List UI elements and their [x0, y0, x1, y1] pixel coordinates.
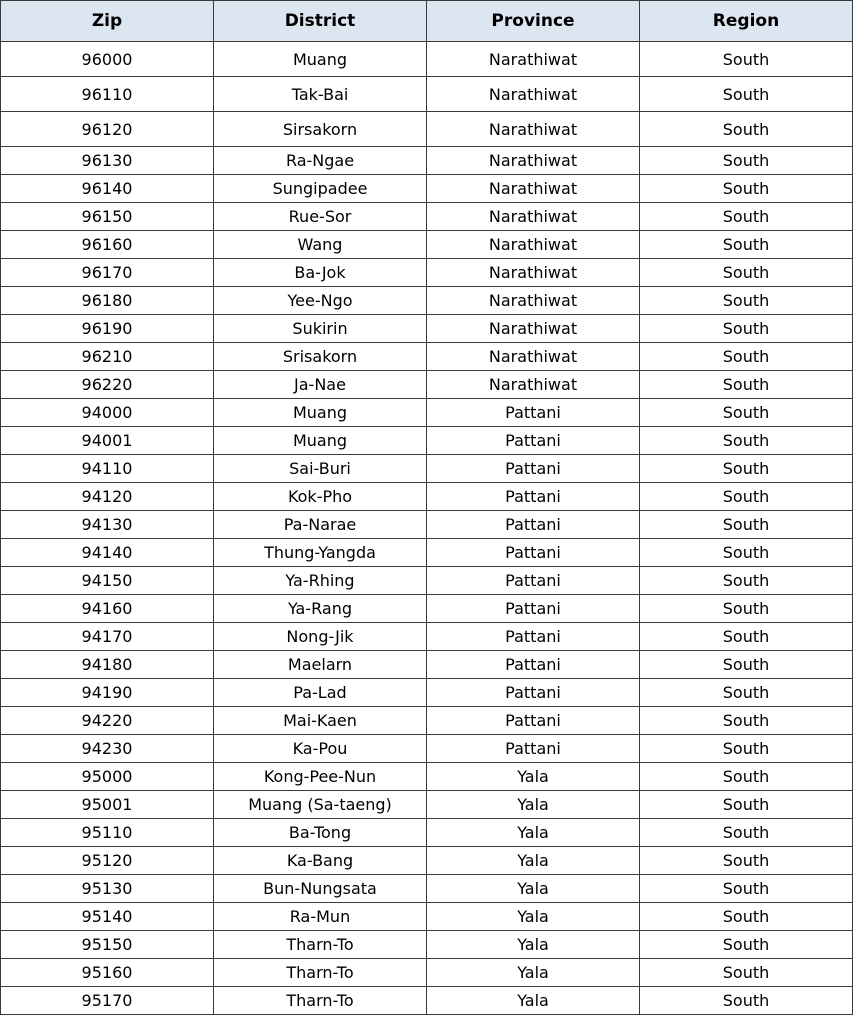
table-row [1, 819, 853, 847]
district-cell: Kong-Pee-Nun [214, 763, 427, 791]
district-cell: Muang (Sa-taeng) [214, 791, 427, 819]
district-cell: Muang [214, 42, 427, 77]
table-row [1, 343, 853, 371]
table-row [1, 679, 853, 707]
district-cell: Ba-Tong [214, 819, 427, 847]
table-row [1, 847, 853, 875]
zip-cell: 94190 [1, 679, 214, 707]
district-cell: Nong-Jik [214, 623, 427, 651]
province-cell: Pattani [427, 539, 640, 567]
district-cell: Sirsakorn [214, 112, 427, 147]
table-row [1, 707, 853, 735]
province-cell: Narathiwat [427, 77, 640, 112]
region-cell: South [640, 315, 853, 343]
province-cell: Narathiwat [427, 231, 640, 259]
table-row [1, 42, 853, 77]
header-row [1, 1, 853, 42]
province-cell: Pattani [427, 651, 640, 679]
table-row [1, 511, 853, 539]
zip-cell: 96120 [1, 112, 214, 147]
province-cell: Yala [427, 847, 640, 875]
zip-cell: 96210 [1, 343, 214, 371]
table-row [1, 931, 853, 959]
table-row [1, 259, 853, 287]
district-cell: Tak-Bai [214, 77, 427, 112]
region-cell: South [640, 77, 853, 112]
region-cell: South [640, 455, 853, 483]
zip-cell: 95140 [1, 903, 214, 931]
province-cell: Narathiwat [427, 175, 640, 203]
region-cell: South [640, 819, 853, 847]
table-body [1, 42, 853, 1015]
table-row [1, 735, 853, 763]
zip-cell: 95130 [1, 875, 214, 903]
table-row [1, 427, 853, 455]
district-cell: Yee-Ngo [214, 287, 427, 315]
region-cell: South [640, 427, 853, 455]
region-cell: South [640, 595, 853, 623]
zip-cell: 95001 [1, 791, 214, 819]
zip-cell: 95170 [1, 987, 214, 1015]
zip-cell: 94220 [1, 707, 214, 735]
zip-cell: 96160 [1, 231, 214, 259]
province-cell: Pattani [427, 595, 640, 623]
column-header-province: Province [427, 1, 640, 42]
column-header-region: Region [640, 1, 853, 42]
table-header [1, 1, 853, 42]
zip-cell: 94150 [1, 567, 214, 595]
province-cell: Narathiwat [427, 371, 640, 399]
province-cell: Yala [427, 987, 640, 1015]
zip-cell: 94230 [1, 735, 214, 763]
region-cell: South [640, 707, 853, 735]
table-row [1, 231, 853, 259]
column-header-district: District [214, 1, 427, 42]
region-cell: South [640, 231, 853, 259]
province-cell: Yala [427, 791, 640, 819]
province-cell: Narathiwat [427, 147, 640, 175]
table-row [1, 595, 853, 623]
table-row [1, 147, 853, 175]
table-row [1, 959, 853, 987]
province-cell: Pattani [427, 735, 640, 763]
region-cell: South [640, 791, 853, 819]
province-cell: Pattani [427, 455, 640, 483]
table-row [1, 623, 853, 651]
province-cell: Yala [427, 763, 640, 791]
district-cell: Ba-Jok [214, 259, 427, 287]
region-cell: South [640, 763, 853, 791]
column-header-zip: Zip [1, 1, 214, 42]
district-cell: Tharn-To [214, 959, 427, 987]
district-cell: Muang [214, 399, 427, 427]
region-cell: South [640, 847, 853, 875]
district-cell: Tharn-To [214, 931, 427, 959]
province-cell: Narathiwat [427, 112, 640, 147]
region-cell: South [640, 259, 853, 287]
district-cell: Bun-Nungsata [214, 875, 427, 903]
region-cell: South [640, 875, 853, 903]
region-cell: South [640, 679, 853, 707]
region-cell: South [640, 987, 853, 1015]
province-cell: Narathiwat [427, 259, 640, 287]
zip-cell: 96190 [1, 315, 214, 343]
province-cell: Yala [427, 931, 640, 959]
zip-cell: 94160 [1, 595, 214, 623]
region-cell: South [640, 42, 853, 77]
zip-cell: 96000 [1, 42, 214, 77]
region-cell: South [640, 175, 853, 203]
province-cell: Yala [427, 959, 640, 987]
region-cell: South [640, 735, 853, 763]
region-cell: South [640, 623, 853, 651]
province-cell: Narathiwat [427, 315, 640, 343]
district-cell: Mai-Kaen [214, 707, 427, 735]
region-cell: South [640, 147, 853, 175]
province-cell: Pattani [427, 427, 640, 455]
region-cell: South [640, 903, 853, 931]
zip-cell: 95000 [1, 763, 214, 791]
table-row [1, 371, 853, 399]
district-cell: Ya-Rang [214, 595, 427, 623]
region-cell: South [640, 399, 853, 427]
province-cell: Narathiwat [427, 203, 640, 231]
zip-cell: 96130 [1, 147, 214, 175]
region-cell: South [640, 959, 853, 987]
table-row [1, 77, 853, 112]
region-cell: South [640, 371, 853, 399]
zip-cell: 94180 [1, 651, 214, 679]
district-cell: Pa-Lad [214, 679, 427, 707]
table-row [1, 112, 853, 147]
zip-cell: 96140 [1, 175, 214, 203]
region-cell: South [640, 539, 853, 567]
district-cell: Ra-Mun [214, 903, 427, 931]
district-cell: Ra-Ngae [214, 147, 427, 175]
table-row [1, 651, 853, 679]
province-cell: Pattani [427, 679, 640, 707]
district-cell: Sai-Buri [214, 455, 427, 483]
province-cell: Pattani [427, 399, 640, 427]
region-cell: South [640, 483, 853, 511]
zip-cell: 94001 [1, 427, 214, 455]
region-cell: South [640, 203, 853, 231]
table-row [1, 399, 853, 427]
table-row [1, 315, 853, 343]
zip-cell: 94170 [1, 623, 214, 651]
district-cell: Sungipadee [214, 175, 427, 203]
district-cell: Maelarn [214, 651, 427, 679]
district-cell: Ja-Nae [214, 371, 427, 399]
region-cell: South [640, 343, 853, 371]
district-cell: Srisakorn [214, 343, 427, 371]
zip-cell: 95110 [1, 819, 214, 847]
zip-cell: 96150 [1, 203, 214, 231]
zip-cell: 94140 [1, 539, 214, 567]
table-row [1, 875, 853, 903]
province-cell: Narathiwat [427, 343, 640, 371]
region-cell: South [640, 931, 853, 959]
zip-cell: 94120 [1, 483, 214, 511]
province-cell: Yala [427, 819, 640, 847]
zip-cell: 94000 [1, 399, 214, 427]
district-cell: Pa-Narae [214, 511, 427, 539]
province-cell: Yala [427, 903, 640, 931]
zip-cell: 96170 [1, 259, 214, 287]
table-row [1, 203, 853, 231]
zip-cell: 96220 [1, 371, 214, 399]
district-cell: Ka-Pou [214, 735, 427, 763]
region-cell: South [640, 511, 853, 539]
region-cell: South [640, 112, 853, 147]
zip-cell: 95150 [1, 931, 214, 959]
zip-cell: 94130 [1, 511, 214, 539]
zip-cell: 95160 [1, 959, 214, 987]
district-cell: Thung-Yangda [214, 539, 427, 567]
zip-cell: 96180 [1, 287, 214, 315]
province-cell: Pattani [427, 483, 640, 511]
table-row [1, 903, 853, 931]
zip-cell: 96110 [1, 77, 214, 112]
zip-cell: 95120 [1, 847, 214, 875]
district-cell: Wang [214, 231, 427, 259]
province-cell: Pattani [427, 567, 640, 595]
table-row [1, 791, 853, 819]
table-row [1, 455, 853, 483]
district-cell: Ya-Rhing [214, 567, 427, 595]
region-cell: South [640, 567, 853, 595]
district-cell: Sukirin [214, 315, 427, 343]
table-row [1, 987, 853, 1015]
province-cell: Pattani [427, 707, 640, 735]
province-cell: Narathiwat [427, 42, 640, 77]
region-cell: South [640, 651, 853, 679]
district-cell: Rue-Sor [214, 203, 427, 231]
province-cell: Pattani [427, 511, 640, 539]
table-row [1, 567, 853, 595]
province-cell: Yala [427, 875, 640, 903]
table-row [1, 483, 853, 511]
district-cell: Kok-Pho [214, 483, 427, 511]
region-cell: South [640, 287, 853, 315]
province-cell: Narathiwat [427, 287, 640, 315]
district-cell: Ka-Bang [214, 847, 427, 875]
district-cell: Muang [214, 427, 427, 455]
zip-cell: 94110 [1, 455, 214, 483]
table-row [1, 175, 853, 203]
table-row [1, 763, 853, 791]
province-cell: Pattani [427, 623, 640, 651]
district-cell: Tharn-To [214, 987, 427, 1015]
table-row [1, 539, 853, 567]
table-row [1, 287, 853, 315]
